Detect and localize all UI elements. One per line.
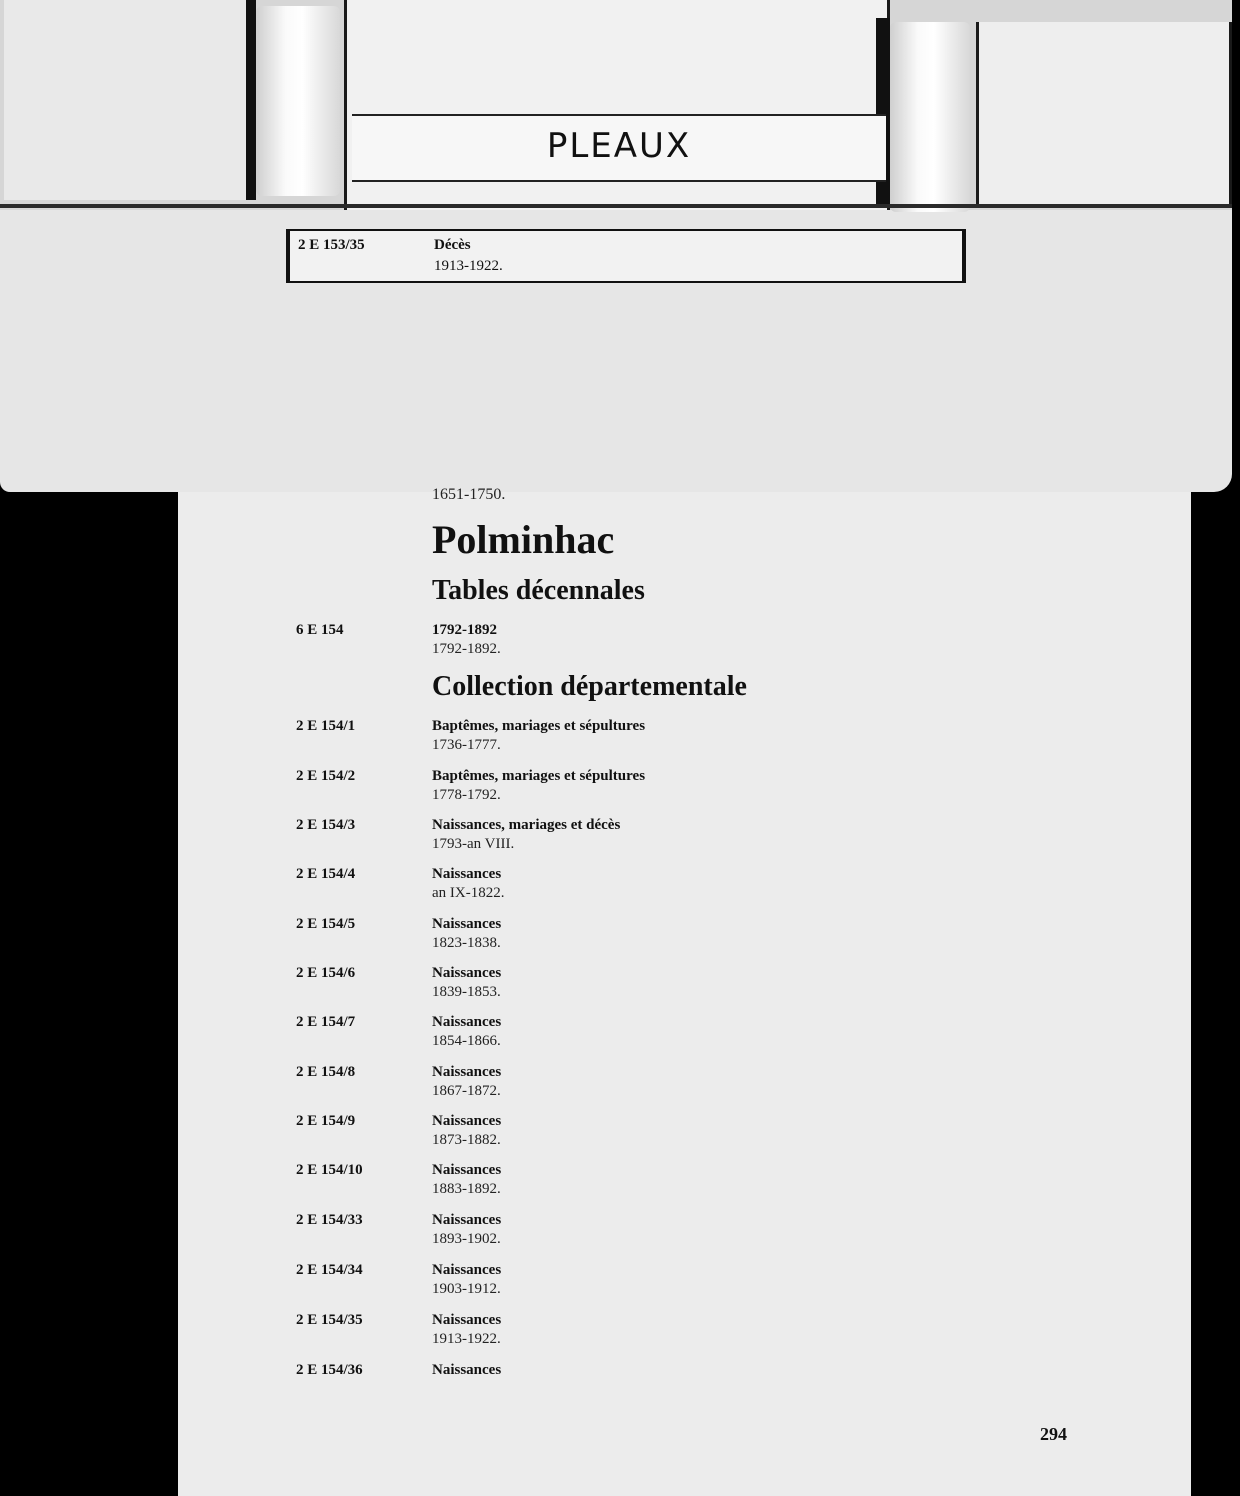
row-code: 2 E 154/6 [296,965,356,981]
paper-strip-left [4,0,248,200]
row-code: 2 E 154/10 [296,1162,363,1178]
commune-label [352,114,886,182]
row-title: Baptêmes, mariages et sépultures [432,718,646,734]
table-row [0,1113,1240,1157]
row-dates: 1867-1872. [432,1083,501,1099]
row-code: 2 E 154/36 [296,1362,363,1378]
row-dates: 1873-1882. [432,1132,501,1148]
table-row [0,1362,1240,1406]
table-row [0,768,1240,812]
table-row [0,1312,1240,1356]
table-row [0,817,1240,861]
paper-strip-right [976,22,1232,208]
row-dates: 1793-an VIII. [432,836,515,852]
row-title: Naissances [432,1212,502,1228]
folder-top [0,0,1232,210]
shadow-bar-left [246,0,256,200]
row-title: Naissances [432,965,502,981]
row-code: 2 E 154/9 [296,1113,356,1129]
row-title: Naissances [432,866,502,882]
paper-roll-left [256,6,340,196]
tables-row [0,622,1240,666]
row-dates: 1778-1792. [432,787,501,803]
table-row [0,965,1240,1009]
row-code: 2 E 154/3 [296,817,356,833]
row-dates: 1893-1902. [432,1231,501,1247]
row-code: 6 E 154 [296,622,344,638]
paper-roll-right [890,22,970,212]
row-title: Naissances [432,916,502,932]
section-heading-collection: Collection départementale [432,671,747,702]
top-entry-code: 2 E 153/35 [298,237,365,253]
row-title: Naissances [432,1113,502,1129]
row-title: Naissances, mariages et décès [432,817,621,833]
top-entry-title: Décès [434,237,471,253]
cut-off-dates: 1651-1750. [432,486,506,500]
row-dates: 1903-1912. [432,1281,501,1297]
overlay-sheet [0,0,1232,492]
row-title: 1792-1892 [432,622,497,638]
row-code: 2 E 154/8 [296,1064,356,1080]
top-entry-dates: 1913-1922. [434,258,503,274]
table-row [0,1064,1240,1108]
section-heading-tables: Tables décennales [432,575,645,606]
row-code: 2 E 154/2 [296,768,356,784]
table-row [0,866,1240,910]
row-title: Naissances [432,1064,502,1080]
table-row [0,1014,1240,1058]
table-row [0,1212,1240,1256]
row-code: 2 E 154/4 [296,866,356,882]
row-code: 2 E 154/7 [296,1014,356,1030]
row-title: Naissances [432,1312,502,1328]
row-title: Naissances [432,1262,502,1278]
row-code: 2 E 154/33 [296,1212,363,1228]
row-dates: an IX-1822. [432,885,505,901]
row-dates: 1883-1892. [432,1181,501,1197]
folder-seam [0,204,1232,208]
row-title: Baptêmes, mariages et sépultures [432,768,646,784]
commune-label-text: PLEAUX [546,126,692,166]
row-title: Naissances [432,1162,502,1178]
table-row [0,718,1240,762]
row-code: 2 E 154/34 [296,1262,363,1278]
row-dates: 1839-1853. [432,984,501,1000]
row-title: Naissances [432,1362,502,1378]
row-code: 2 E 154/35 [296,1312,363,1328]
row-dates: 1792-1892. [432,641,501,657]
top-entry-card [286,229,966,283]
row-dates: 1854-1866. [432,1033,501,1049]
row-code: 2 E 154/5 [296,916,356,932]
table-row [0,916,1240,960]
row-dates: 1736-1777. [432,737,501,753]
commune-heading: Polminhac [432,517,615,562]
row-title: Naissances [432,1014,502,1030]
row-dates: 1823-1838. [432,935,501,951]
table-row [0,1262,1240,1306]
row-dates: 1913-1922. [432,1331,501,1347]
row-code: 2 E 154/1 [296,718,356,734]
table-row [0,1162,1240,1206]
page-number: 294 [1040,1424,1067,1444]
